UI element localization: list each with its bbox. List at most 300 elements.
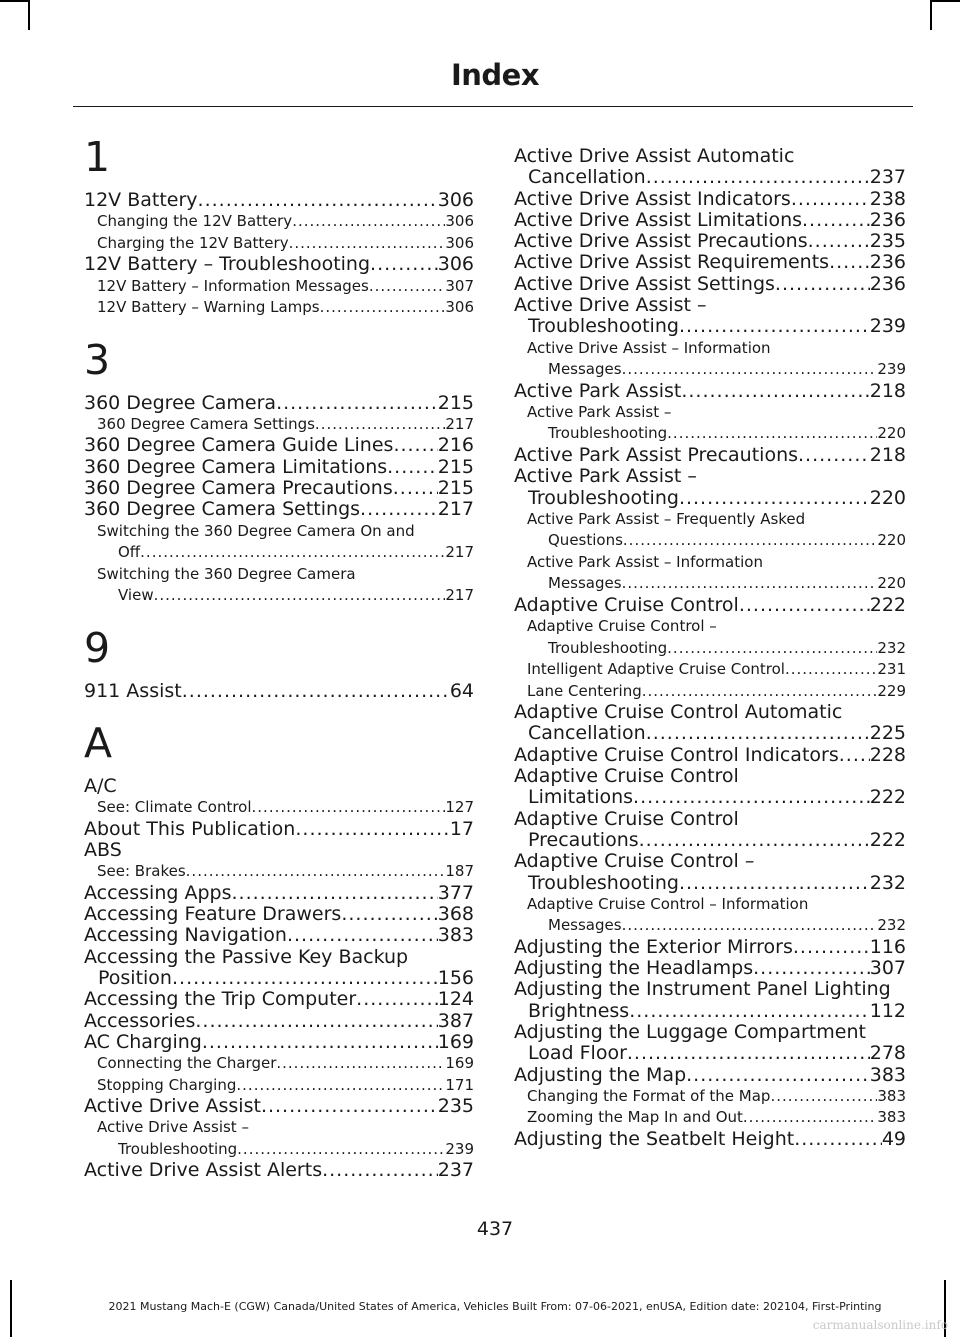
index-entry-line1: Accessing the Passive Key Backup: [84, 945, 409, 968]
index-entry-page: 215: [437, 455, 474, 478]
index-entry-page: 169: [437, 1030, 474, 1053]
leader-dots: [739, 595, 870, 616]
index-entry-label: 12V Battery: [84, 189, 198, 211]
index-entry[interactable]: [84, 435, 474, 456]
index-subentry-label: Lane Centering: [527, 681, 642, 700]
index-entry-page: 377: [437, 881, 474, 904]
index-subentry-label: See: Climate Control: [97, 798, 252, 817]
index-subentry-cont[interactable]: [84, 542, 474, 564]
index-subentry[interactable]: [84, 233, 474, 255]
leader-dots: [320, 297, 446, 319]
index-subentry[interactable]: [84, 521, 474, 564]
index-entry[interactable]: [84, 989, 474, 1010]
index-entry-page: 64: [449, 679, 474, 702]
index-subentry-page: 229: [877, 681, 906, 700]
index-entry[interactable]: [514, 809, 906, 852]
index-entry-cont-page: 222: [869, 828, 906, 851]
leader-dots: [642, 681, 878, 703]
leader-dots: [793, 937, 870, 958]
crop-mark: [930, 0, 932, 30]
index-subentry-label: Zooming the Map In and Out: [527, 1108, 743, 1127]
index-entry-label: About This Publication: [84, 817, 296, 840]
index-entry[interactable]: [514, 595, 906, 616]
leader-dots: [287, 925, 438, 946]
index-subentry-cont[interactable]: [514, 423, 906, 445]
index-subentry-page: 187: [445, 862, 474, 881]
leader-dots: [686, 1065, 870, 1086]
index-subentry-page: 383: [877, 1108, 906, 1127]
leader-dots: [154, 585, 446, 607]
index-entry-page: 383: [869, 1063, 906, 1086]
index-subentry[interactable]: [84, 414, 474, 436]
leader-dots: [667, 638, 877, 660]
index-subentry-cont[interactable]: [514, 573, 906, 595]
index-entry[interactable]: [514, 274, 906, 295]
index-entry-label: 360 Degree Camera Settings: [84, 498, 361, 521]
index-subentry[interactable]: [84, 1053, 474, 1075]
index-entry-label: Adjusting the Seatbelt Height: [514, 1127, 795, 1150]
index-entry-page: 216: [437, 434, 474, 457]
leader-dots: [802, 210, 870, 231]
index-entry[interactable]: [84, 904, 474, 925]
leader-dots: [622, 359, 878, 381]
index-entry-cont-page: 112: [869, 999, 906, 1022]
index-entry[interactable]: [514, 702, 906, 745]
crop-mark: [930, 0, 960, 2]
index-entry[interactable]: [84, 499, 474, 520]
index-entry-page: 236: [869, 272, 906, 295]
leader-dots: [252, 797, 446, 819]
index-subentry-cont[interactable]: [514, 915, 906, 937]
index-entry[interactable]: [84, 457, 474, 478]
leader-dots: [629, 1001, 870, 1022]
index-entry-label: Active Drive Assist Indicators: [514, 187, 791, 210]
leader-dots: [770, 1086, 877, 1108]
leader-dots: [639, 830, 870, 851]
index-subentry-page: 231: [877, 660, 906, 679]
leader-dots: [794, 1129, 882, 1150]
index-subentry-page: 171: [445, 1075, 474, 1094]
leader-dots: [775, 274, 870, 295]
index-subentry[interactable]: [514, 616, 906, 659]
index-entry[interactable]: [84, 478, 474, 499]
index-entry-page: 238: [869, 187, 906, 210]
index-subentry[interactable]: [514, 402, 906, 445]
index-entry-label: Adaptive Cruise Control: [514, 593, 739, 616]
index-entry[interactable]: [514, 851, 906, 894]
index-subentry-cont-page: 220: [877, 531, 906, 550]
index-subentry-cont[interactable]: [514, 638, 906, 660]
index-subentry-label: Changing the Format of the Map: [527, 1086, 771, 1105]
index-entry-cont[interactable]: [514, 873, 906, 894]
leader-dots: [646, 167, 870, 188]
leader-dots: [393, 478, 438, 499]
index-entry-label: Active Drive Assist Settings: [514, 272, 775, 295]
index-entry-cont[interactable]: [514, 316, 906, 337]
leader-dots: [393, 435, 437, 456]
section-heading: 1: [84, 133, 111, 181]
index-subentry[interactable]: [84, 861, 474, 883]
index-entry-line1: Adaptive Cruise Control Automatic: [514, 701, 843, 724]
index-entry-cont-page: 239: [869, 315, 906, 338]
leader-dots: [231, 883, 437, 904]
index-subentry-page: 306: [445, 212, 474, 231]
leader-dots: [646, 723, 870, 744]
leader-dots: [289, 233, 446, 255]
index-subentry-cont-label: Questions: [548, 531, 623, 550]
index-entry-label: Active Park Assist Precautions: [514, 443, 799, 466]
index-entry-label: 12V Battery – Troubleshooting: [84, 253, 371, 276]
index-entry-cont[interactable]: [514, 1043, 906, 1064]
index-entry-cont[interactable]: [514, 1001, 906, 1022]
leader-dots: [322, 1160, 438, 1181]
index-entry-label: 360 Degree Camera Precautions: [84, 476, 393, 499]
index-subentry[interactable]: [514, 894, 906, 937]
index-entry-page: 236: [869, 251, 906, 274]
index-entry[interactable]: [514, 979, 906, 1022]
index-entry-page: 306: [437, 189, 474, 211]
index-entry-page: 228: [869, 743, 906, 766]
index-subentry[interactable]: [514, 1107, 906, 1129]
index-entry-page: 235: [437, 1095, 474, 1118]
leader-dots: [839, 745, 870, 766]
index-subentry-cont[interactable]: [514, 359, 906, 381]
index-entry-page: 306: [437, 253, 474, 276]
index-entry[interactable]: [514, 466, 906, 509]
index-subentry-line1: Active Drive Assist – Information: [527, 338, 771, 357]
index-entry-cont[interactable]: [514, 167, 906, 188]
index-subentry[interactable]: [84, 797, 474, 819]
leader-dots: [829, 252, 870, 273]
leader-dots: [237, 1139, 445, 1161]
index-subentry-cont-page: 239: [877, 360, 906, 379]
index-entry-cont-label: Troubleshooting: [528, 315, 679, 338]
page-number: 437: [476, 1218, 514, 1240]
index-entry[interactable]: [84, 1032, 474, 1053]
index-entry[interactable]: [514, 210, 906, 231]
index-entry-page: 218: [869, 443, 906, 466]
leader-dots: [785, 659, 877, 681]
index-entry[interactable]: [84, 190, 474, 211]
index-subentry-line1: Adaptive Cruise Control –: [527, 617, 717, 636]
index-entry-cont-label: Limitations: [528, 786, 634, 809]
index-subentry-label: See: Brakes: [97, 862, 186, 881]
leader-dots: [182, 681, 450, 702]
index-entry-label: Active Drive Assist Alerts: [84, 1159, 323, 1182]
index-entry-cont[interactable]: [514, 723, 906, 744]
index-entry-page: 383: [437, 924, 474, 947]
index-subentry[interactable]: [84, 564, 474, 607]
leader-dots: [315, 414, 445, 436]
index-entry-page: 222: [869, 593, 906, 616]
crop-mark: [28, 0, 30, 30]
index-entry-page: 124: [437, 988, 474, 1011]
index-subentry-page: 383: [877, 1086, 906, 1105]
index-subentry-line1: Active Park Assist –: [527, 402, 672, 421]
leader-dots: [623, 530, 877, 552]
leader-dots: [753, 958, 870, 979]
index-subentry-label: Changing the 12V Battery: [97, 212, 293, 231]
index-subentry-label: Charging the 12V Battery: [97, 233, 289, 252]
leader-dots: [370, 254, 438, 275]
index-entry[interactable]: [514, 1129, 906, 1150]
index-entry-cont-page: 156: [437, 966, 474, 989]
leader-dots: [360, 499, 438, 520]
leader-dots: [236, 1075, 445, 1097]
index-entry-page: 215: [437, 476, 474, 499]
index-subentry[interactable]: [514, 1086, 906, 1108]
index-column-right: [514, 146, 906, 1150]
index-entry-line1: Active Park Assist –: [514, 465, 697, 488]
index-entry-line1: Active Drive Assist Automatic: [514, 145, 795, 167]
index-subentry-line1: Active Drive Assist –: [97, 1118, 249, 1137]
leader-dots: [202, 1032, 438, 1053]
index-subentry[interactable]: [514, 552, 906, 595]
index-entry-cont-label: Position: [98, 966, 172, 989]
index-subentry[interactable]: [84, 211, 474, 233]
edition-footer: 2021 Mustang Mach-E (CGW) Canada/United States of America, Vehicles Built From: 07-06-2021, enUSA, Edition date: 202104, First-Printing: [108, 1300, 882, 1313]
leader-dots: [681, 381, 869, 402]
index-subentry-cont-label: Troubleshooting: [548, 424, 668, 443]
index-entry[interactable]: [514, 445, 906, 466]
leader-dots: [276, 1053, 445, 1075]
index-entry-page: 307: [869, 957, 906, 980]
index-entry-cont-label: Cancellation: [528, 166, 646, 189]
index-subentry-page: 307: [445, 276, 474, 295]
index-entry-page: 17: [449, 817, 474, 840]
index-subentry-cont-label: View: [118, 586, 154, 605]
index-entry[interactable]: [514, 1022, 906, 1065]
index-entry-page: 368: [437, 903, 474, 926]
index-entry[interactable]: [84, 883, 474, 904]
index-entry-label: Accessing Feature Drawers: [84, 903, 342, 926]
index-subentry[interactable]: [84, 276, 474, 298]
index-subentry-cont-page: 217: [445, 543, 474, 562]
index-subentry[interactable]: [514, 509, 906, 552]
index-entry-label: Accessing Apps: [84, 881, 232, 904]
index-entry-cont-page: 237: [869, 166, 906, 189]
index-entry-label: Adjusting the Headlamps: [514, 957, 754, 980]
leader-dots: [186, 861, 446, 883]
index-subentry[interactable]: [514, 681, 906, 703]
index-entry-cont[interactable]: [84, 968, 474, 989]
leader-dots: [679, 873, 870, 894]
index-entry-label: Adjusting the Exterior Mirrors: [514, 935, 793, 958]
index-subentry-line1: Active Park Assist – Information: [527, 552, 763, 571]
index-subentry-cont-page: 239: [445, 1139, 474, 1158]
index-subentry-cont-page: 232: [877, 638, 906, 657]
index-entry-page: 387: [437, 1009, 474, 1032]
index-entry-label: Active Drive Assist Requirements: [514, 251, 830, 274]
index-entry[interactable]: [514, 937, 906, 958]
index-subentry-page: 306: [445, 298, 474, 317]
section-heading: 3: [84, 335, 111, 384]
index-entry-label: Active Park Assist: [514, 379, 682, 402]
leader-dots: [140, 542, 445, 564]
index-entry-page: 49: [881, 1127, 906, 1150]
leader-dots: [633, 787, 870, 808]
index-entry-label: Active Drive Assist Limitations: [514, 208, 803, 231]
index-entry[interactable]: [84, 819, 474, 840]
index-entry-cont-label: Precautions: [528, 828, 639, 851]
leader-dots: [292, 211, 445, 233]
index-subentry[interactable]: [84, 1117, 474, 1160]
index-subentry-line1: Active Park Assist – Frequently Asked: [527, 509, 806, 528]
index-subentry-cont-page: 220: [877, 424, 906, 443]
leader-dots: [172, 968, 438, 989]
index-entry-label: 911 Assist: [84, 679, 182, 702]
index-entry[interactable]: [84, 681, 474, 702]
leader-dots: [295, 819, 449, 840]
index-subentry-cont-label: Off: [118, 543, 141, 562]
index-entry[interactable]: [514, 381, 906, 402]
index-subentry-label: Connecting the Charger: [97, 1054, 277, 1073]
leader-dots: [622, 915, 878, 937]
index-subentry-cont-label: Troubleshooting: [118, 1139, 238, 1158]
index-entry-cont[interactable]: [514, 787, 906, 808]
leader-dots: [743, 1107, 877, 1129]
index-subentry-page: 127: [445, 798, 474, 817]
index-entry-cont-page: 220: [869, 486, 906, 509]
crop-mark: [0, 0, 30, 2]
index-subentry-page: 217: [445, 414, 474, 433]
index-entry-line1: Adaptive Cruise Control: [514, 807, 739, 830]
index-subentry-cont-label: Messages: [548, 574, 622, 593]
index-entry-line1: Adaptive Cruise Control: [514, 765, 739, 788]
leader-dots: [356, 989, 438, 1010]
index-entry[interactable]: [84, 393, 474, 414]
index-subentry-cont-page: 220: [877, 574, 906, 593]
index-subentry-line1: Switching the 360 Degree Camera: [97, 564, 356, 583]
index-entry-label: A/C: [84, 774, 117, 797]
index-subentry-cont[interactable]: [84, 1139, 474, 1161]
leader-dots: [341, 904, 437, 925]
index-entry-line1: Adaptive Cruise Control –: [514, 850, 755, 873]
index-entry-cont-label: Load Floor: [528, 1042, 627, 1065]
index-subentry-label: 12V Battery – Information Messages: [97, 276, 369, 295]
index-subentry-line1: Switching the 360 Degree Camera On and: [97, 521, 415, 540]
index-subentry-cont-page: 217: [445, 586, 474, 605]
index-entry-cont-label: Troubleshooting: [528, 486, 679, 509]
index-entry-cont-page: 222: [869, 786, 906, 809]
index-subentry-label: Stopping Charging: [97, 1075, 237, 1094]
index-entry[interactable]: [514, 766, 906, 809]
leader-dots: [261, 1096, 438, 1117]
leader-dots: [798, 445, 870, 466]
page-title: Index: [450, 58, 540, 92]
index-entry[interactable]: [514, 958, 906, 979]
index-subentry-cont-label: Troubleshooting: [548, 638, 668, 657]
index-entry-page: 116: [869, 935, 906, 958]
index-entry[interactable]: [514, 189, 906, 210]
index-subentry-page: 306: [445, 233, 474, 252]
index-entry[interactable]: [514, 231, 906, 252]
index-entry[interactable]: [84, 1096, 474, 1117]
index-entry-line1: Active Drive Assist –: [514, 294, 707, 317]
index-entry[interactable]: [514, 1065, 906, 1086]
index-entry-label: Accessing Navigation: [84, 924, 287, 947]
section-heading: 9: [84, 623, 111, 672]
index-entry-label: Accessories: [84, 1009, 196, 1032]
index-entry[interactable]: [84, 1160, 474, 1181]
title-divider: [73, 106, 913, 107]
index-entry[interactable]: [84, 1011, 474, 1032]
leader-dots: [627, 1043, 870, 1064]
index-entry[interactable]: [84, 925, 474, 946]
index-entry-label: 360 Degree Camera Guide Lines: [84, 434, 394, 457]
index-entry-cont-label: Brightness: [528, 999, 630, 1022]
index-entry-page: 236: [869, 208, 906, 231]
index-subentry-page: 169: [445, 1054, 474, 1073]
leader-dots: [195, 1011, 437, 1032]
index-entry-cont-page: 225: [869, 722, 906, 745]
index-column-left: [84, 120, 474, 1182]
index-entry-page: 237: [437, 1159, 474, 1182]
index-subentry-line1: Adaptive Cruise Control – Information: [527, 894, 809, 913]
index-subentry-label: 360 Degree Camera Settings: [97, 414, 315, 433]
index-entry-label: 360 Degree Camera: [84, 391, 277, 414]
leader-dots: [667, 423, 877, 445]
leader-dots: [198, 190, 438, 211]
index-entry-line1: Adjusting the Luggage Compartment: [514, 1021, 866, 1044]
index-subentry-cont-label: Messages: [548, 360, 622, 379]
index-entry[interactable]: [84, 947, 474, 990]
index-entry-label: AC Charging: [84, 1030, 202, 1053]
index-entry-label: Adjusting the Map: [514, 1063, 687, 1086]
watermark: carmanualsonline.info: [812, 1318, 948, 1332]
leader-dots: [387, 457, 438, 478]
index-subentry-cont[interactable]: [514, 530, 906, 552]
index-subentry[interactable]: [84, 1075, 474, 1097]
leader-dots: [679, 316, 870, 337]
index-entry[interactable]: [514, 745, 906, 766]
index-entry[interactable]: [514, 252, 906, 273]
index-entry-label: Active Drive Assist: [84, 1095, 261, 1118]
index-entry[interactable]: [514, 146, 906, 189]
index-subentry-cont-page: 232: [877, 916, 906, 935]
index-entry-page: 217: [437, 498, 474, 521]
leader-dots: [276, 393, 438, 414]
index-entry-cont[interactable]: [514, 488, 906, 509]
index-entry-page: 218: [869, 379, 906, 402]
index-subentry-cont[interactable]: [84, 585, 474, 607]
leader-dots: [808, 231, 870, 252]
index-entry-cont-label: Troubleshooting: [528, 871, 679, 894]
index-entry[interactable]: [84, 254, 474, 275]
index-subentry[interactable]: [84, 297, 474, 319]
index-entry-cont-label: Cancellation: [528, 722, 646, 745]
index-entry-label: Active Drive Assist Precautions: [514, 230, 808, 253]
index-entry-label: Accessing the Trip Computer: [84, 988, 357, 1011]
index-entry[interactable]: [514, 295, 906, 338]
leader-dots: [679, 488, 870, 509]
index-subentry-label: Intelligent Adaptive Cruise Control: [527, 660, 785, 679]
section-heading: A: [84, 718, 113, 767]
index-subentry[interactable]: [514, 659, 906, 681]
index-entry-cont[interactable]: [514, 830, 906, 851]
index-subentry-label: 12V Battery – Warning Lamps: [97, 298, 320, 317]
leader-dots: [622, 573, 878, 595]
index-subentry[interactable]: [514, 338, 906, 381]
index-entry-page: 235: [869, 230, 906, 253]
index-entry-cont-page: 232: [869, 871, 906, 894]
leader-dots: [369, 276, 446, 298]
index-entry-cont-page: 278: [869, 1042, 906, 1065]
leader-dots: [791, 189, 870, 210]
index-entry-label: Adaptive Cruise Control Indicators: [514, 743, 839, 766]
index-entry-label: ABS: [84, 838, 122, 861]
index-subentry-cont-label: Messages: [548, 916, 622, 935]
